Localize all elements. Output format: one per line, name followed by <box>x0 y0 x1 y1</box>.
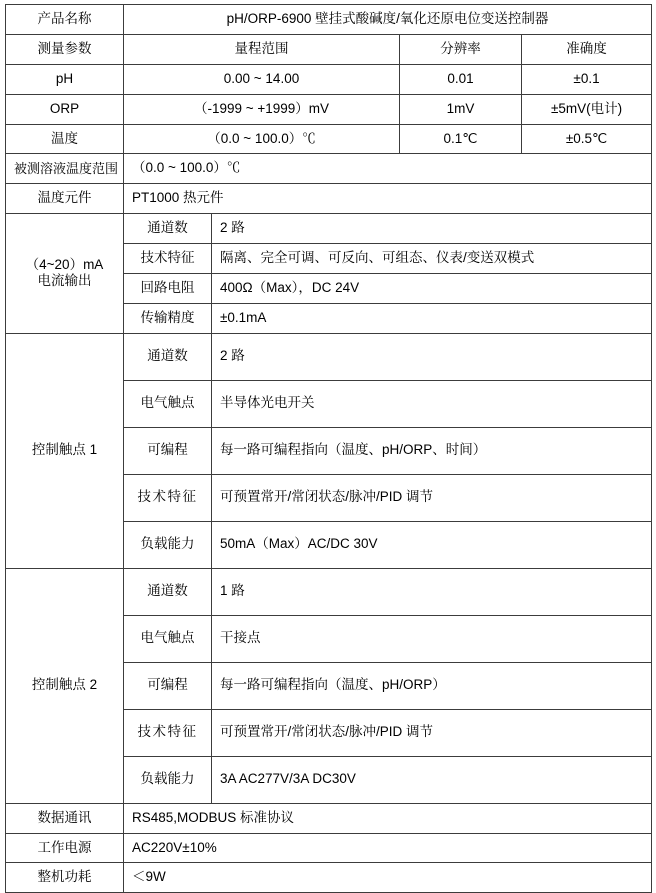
contact1-row-value-3: 可预置常开/常闭状态/脉冲/PID 调节 <box>212 474 652 521</box>
current-output-row-name-0: 通道数 <box>124 214 212 244</box>
current-output-row-value-1: 隔离、完全可调、可反向、可组态、仪表/变送双模式 <box>212 244 652 274</box>
row-label-temperature: 温度 <box>6 124 124 154</box>
range-header: 量程范围 <box>124 34 400 64</box>
measure-params-label: 测量参数 <box>6 34 124 64</box>
table-row <box>6 5 652 35</box>
current-output-row-name-2: 回路电阻 <box>124 273 212 303</box>
contact2-row-value-3: 可预置常开/常闭状态/脉冲/PID 调节 <box>212 709 652 756</box>
contact2-row-value-1: 干接点 <box>212 615 652 662</box>
contact2-row-value-2: 每一路可编程指向（温度、pH/ORP） <box>212 662 652 709</box>
contact1-row-name-2: 可编程 <box>124 427 212 474</box>
table-row <box>6 34 652 64</box>
row-label-ph: pH <box>6 64 124 94</box>
accuracy-header: 准确度 <box>522 34 652 64</box>
ph-accuracy: ±0.1 <box>522 64 652 94</box>
contact1-row-name-3: 技术特征 <box>124 474 212 521</box>
row-label-orp: ORP <box>6 94 124 124</box>
contact2-row-value-0: 1 路 <box>212 568 652 615</box>
table-row <box>6 94 652 124</box>
power-consumption-value: ＜9W <box>124 863 652 893</box>
product-name-value: pH/ORP-6900 壁挂式酸碱度/氧化还原电位变送控制器 <box>124 5 652 35</box>
product-name-label: 产品名称 <box>6 5 124 35</box>
data-comm-label: 数据通讯 <box>6 803 124 833</box>
temperature-resolution: 0.1℃ <box>400 124 522 154</box>
table-row <box>6 154 652 184</box>
contact2-row-name-4: 负载能力 <box>124 756 212 803</box>
power-supply-value: AC220V±10% <box>124 833 652 863</box>
current-output-row-value-3: ±0.1mA <box>212 303 652 333</box>
temp-element-label: 温度元件 <box>6 184 124 214</box>
table-row <box>6 568 652 615</box>
contact2-row-name-3: 技术特征 <box>124 709 212 756</box>
table-row <box>6 333 652 380</box>
contact1-row-name-1: 电气触点 <box>124 380 212 427</box>
current-output-row-name-3: 传输精度 <box>124 303 212 333</box>
contact2-label: 控制触点 2 <box>6 568 124 803</box>
solution-temp-label: 被测溶液温度范围 <box>6 154 124 184</box>
contact1-row-value-0: 2 路 <box>212 333 652 380</box>
contact1-row-value-4: 50mA（Max）AC/DC 30V <box>212 521 652 568</box>
ph-resolution: 0.01 <box>400 64 522 94</box>
current-output-row-name-1: 技术特征 <box>124 244 212 274</box>
temperature-accuracy: ±0.5℃ <box>522 124 652 154</box>
table-row <box>6 863 652 893</box>
orp-resolution: 1mV <box>400 94 522 124</box>
current-output-label-line2: 电流输出 <box>37 273 92 289</box>
table-row <box>6 64 652 94</box>
contact2-row-name-0: 通道数 <box>124 568 212 615</box>
contact2-row-value-4: 3A AC277V/3A DC30V <box>212 756 652 803</box>
orp-accuracy: ±5mV(电计) <box>522 94 652 124</box>
contact1-row-name-4: 负载能力 <box>124 521 212 568</box>
contact1-row-value-2: 每一路可编程指向（温度、pH/ORP、时间） <box>212 427 652 474</box>
contact1-row-value-1: 半导体光电开关 <box>212 380 652 427</box>
power-supply-label: 工作电源 <box>6 833 124 863</box>
table-row <box>6 184 652 214</box>
specification-table <box>5 4 652 893</box>
data-comm-value: RS485,MODBUS 标准协议 <box>124 803 652 833</box>
table-row <box>6 124 652 154</box>
temperature-range: （0.0 ~ 100.0）℃ <box>124 124 400 154</box>
contact1-label: 控制触点 1 <box>6 333 124 568</box>
current-output-row-value-2: 400Ω（Max），DC 24V <box>212 273 652 303</box>
temp-element-value: PT1000 热元件 <box>124 184 652 214</box>
contact2-row-name-1: 电气触点 <box>124 615 212 662</box>
power-consumption-label: 整机功耗 <box>6 863 124 893</box>
resolution-header: 分辨率 <box>400 34 522 64</box>
contact2-row-name-2: 可编程 <box>124 662 212 709</box>
table-row <box>6 803 652 833</box>
contact1-row-name-0: 通道数 <box>124 333 212 380</box>
table-row <box>6 214 652 244</box>
ph-range: 0.00 ~ 14.00 <box>124 64 400 94</box>
current-output-row-value-0: 2 路 <box>212 214 652 244</box>
table-row <box>6 833 652 863</box>
current-output-label-line1: （4~20）mA <box>25 256 104 272</box>
orp-range: （-1999 ~ +1999）mV <box>124 94 400 124</box>
current-output-label <box>6 214 124 334</box>
solution-temp-value: （0.0 ~ 100.0）℃ <box>124 154 652 184</box>
